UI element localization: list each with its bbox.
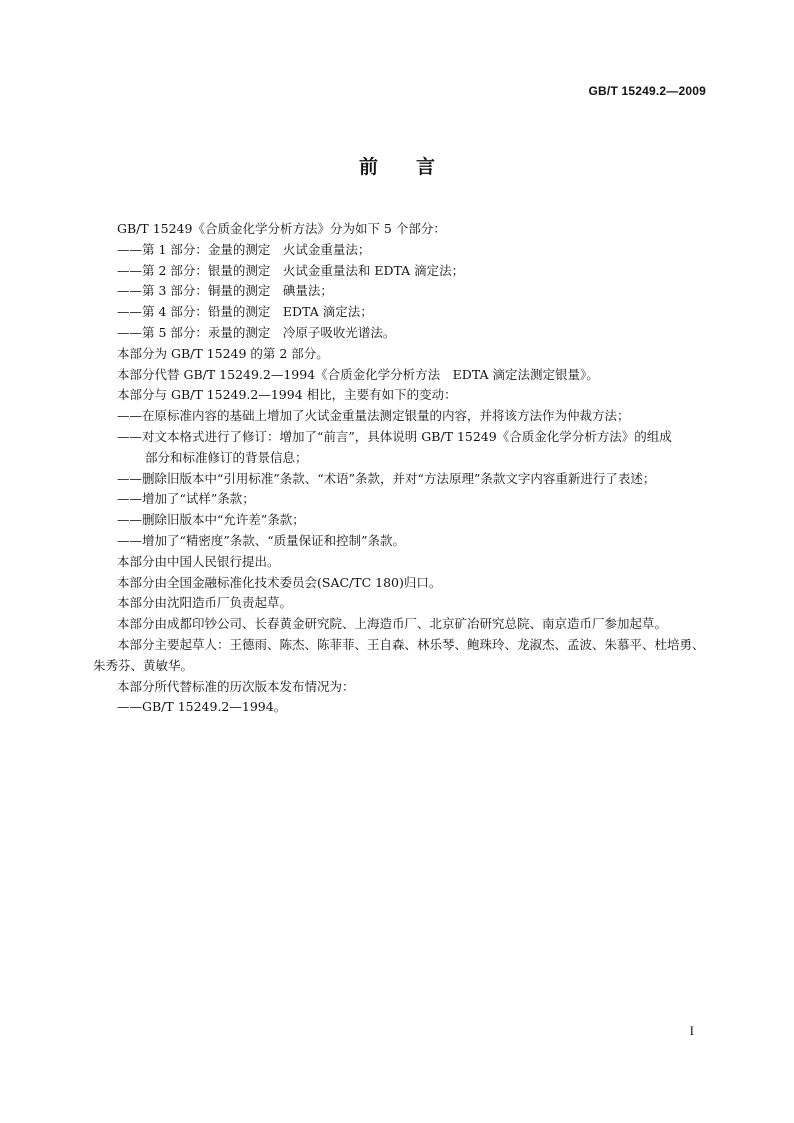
paragraph-line: 本部分由中国人民银行提出。	[117, 553, 280, 569]
paragraph-line: 本部分与 GB/T 15249.2—1994 相比，主要有如下的变动：	[117, 387, 457, 403]
paragraph-line: 本部分所代替标准的历次版本发布情况为：	[117, 678, 355, 694]
list-item: ——GB/T 15249.2—1994。	[117, 699, 287, 715]
page-title	[0, 152, 794, 179]
paragraph-line: 本部分由全国金融标准化技术委员会(SAC/TC 180)归口。	[117, 574, 442, 590]
title-char-2: 言	[416, 156, 436, 178]
list-item-continuation: 部分和标准修订的背景信息；	[145, 449, 308, 465]
list-item: ——删除旧版本中“允许差”条款；	[117, 512, 305, 528]
list-item: ——第 2 部分：银量的测定 火试金重量法和 EDTA 滴定法；	[117, 262, 465, 278]
page-number: I	[689, 1023, 694, 1038]
paragraph-line-continuation: 朱秀芬、黄敏华。	[93, 657, 194, 673]
paragraph-line: 本部分代替 GB/T 15249.2—1994《合质金化学分析方法 EDTA 滴定法测定银量》。	[117, 366, 599, 382]
list-item: ——第 4 部分：铅量的测定 EDTA 滴定法；	[117, 304, 373, 320]
list-item: ——第 1 部分：金量的测定 火试金重量法；	[117, 241, 371, 257]
list-item: ——删除旧版本中“引用标准”条款、“术语”条款，并对“方法原理”条款文字内容重新进行了表述；	[117, 470, 656, 486]
paragraph-line: 本部分为 GB/T 15249 的第 2 部分。	[117, 345, 329, 361]
title-char-1: 前	[358, 156, 378, 178]
list-item: ——在原标准内容的基础上增加了火试金重量法测定银量的内容，并将该方法作为仲裁方法；	[117, 408, 630, 424]
list-item: ——增加了“试样”条款；	[117, 491, 255, 507]
list-item: ——第 5 部分：汞量的测定 冷原子吸收光谱法。	[117, 324, 396, 340]
paragraph-line: 本部分由沈阳造币厂负责起草。	[117, 595, 293, 611]
foreword-body	[93, 219, 711, 718]
paragraph-line: GB/T 15249《合质金化学分析方法》分为如下 5 个部分：	[117, 221, 446, 236]
standard-code: GB/T 15249.2—2009	[588, 84, 706, 98]
list-item: ——对文本格式进行了修订：增加了“前言”，具体说明 GB/T 15249《合质金化学分析方法》的组成	[117, 428, 672, 444]
list-item: ——增加了“精密度”条款、“质量保证和控制”条款。	[117, 532, 406, 548]
list-item: ——第 3 部分：铜量的测定 碘量法；	[117, 283, 333, 299]
paragraph-line: 本部分主要起草人：王德雨、陈杰、陈菲菲、王自森、林乐琴、鲍珠玲、龙淑杰、孟波、朱慕平、杜培勇、	[117, 636, 705, 652]
paragraph-line: 本部分由成都印钞公司、长春黄金研究院、上海造币厂、北京矿冶研究总院、南京造币厂参加起草。	[117, 616, 668, 632]
